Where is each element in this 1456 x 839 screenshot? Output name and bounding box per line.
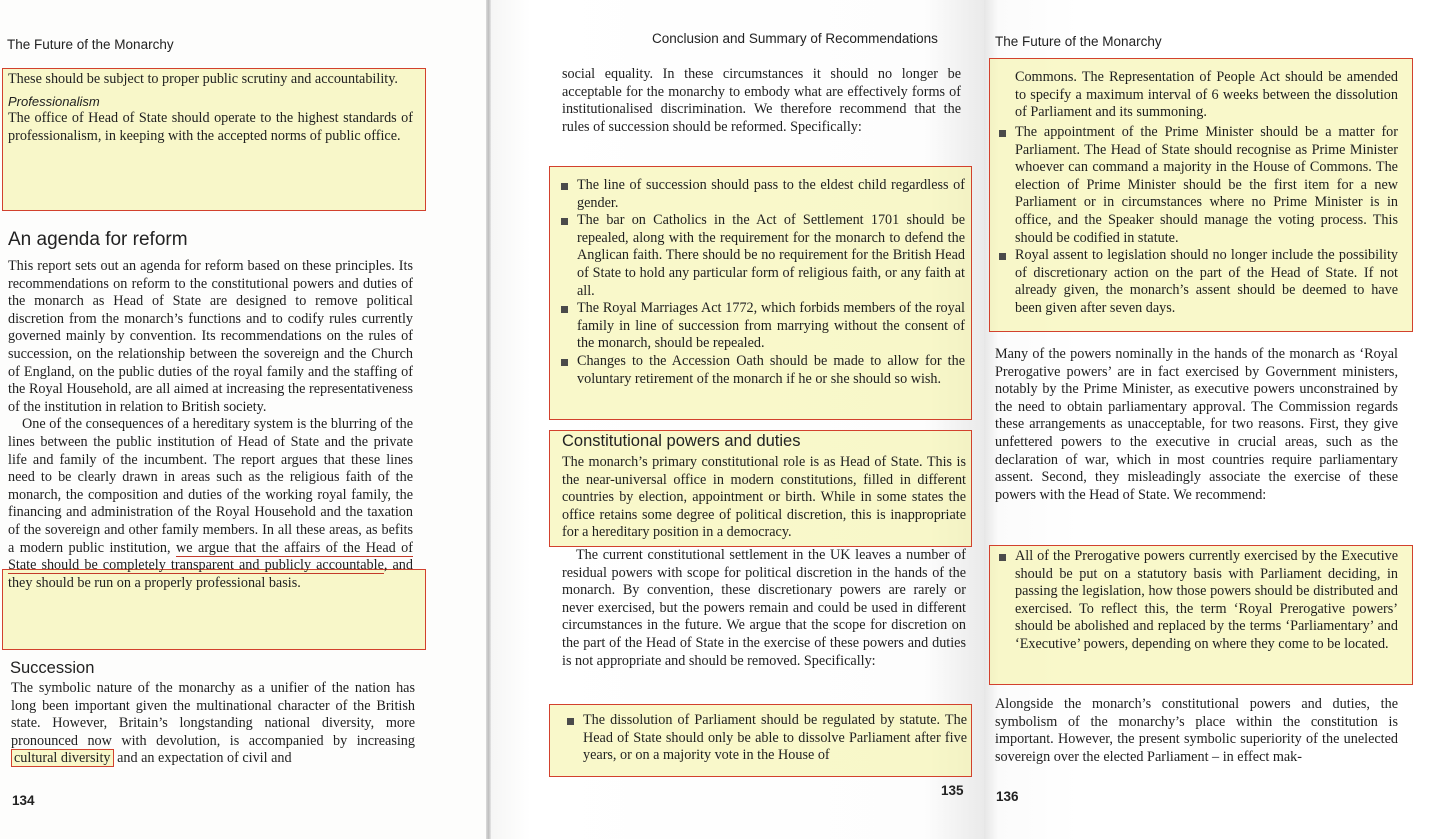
list-item: The bar on Catholics in the Act of Settlement 1701 should be repealed, along with the requirement for the monarch to defend the Anglican faith. There should be no requirement for the British Head of State to hold any particular form of religious faith, or any faith at all.	[557, 212, 965, 300]
professionalism-subheading: Professionalism	[8, 93, 100, 109]
list-item: The dissolution of Parliament should be regulated by statute. The Head of State should only be able to dissolve Parliament after five years, or on a majority vote in the House of	[563, 712, 967, 765]
running-header: Conclusion and Summary of Recommendations	[652, 31, 938, 46]
agenda-text-block	[8, 258, 413, 592]
current-settlement-paragraph: The current constitutional settlement in the UK leaves a number of residual powers with scope for political discretion in the hands of the monarch. By convention, these discretionary powers are rarely or never exercised, but the powers remain and could be used in different circumstances in the future. We argue that the scope for discretion on the part of the Head of State in the exercise of these powers and duties is not appropriate and should be removed. Specifically:	[562, 547, 966, 669]
list-item: The line of succession should pass to the eldest child regardless of gender.	[557, 177, 965, 212]
agenda-paragraph-2	[8, 416, 413, 592]
professionalism-paragraph: The office of Head of State should operate to the highest standards of professionalism, in keeping with the accepted norms of public office.	[8, 110, 413, 144]
right-page	[984, 0, 1456, 839]
running-header: The Future of the Monarchy	[995, 34, 1162, 49]
list-item: All of the Prerogative powers currently exercised by the Executive should be put on a statutory basis with Parliament deciding, in passing the legislation, how those powers should be distributed and exercised. To reflect this, the term ‘Royal Prerogative powers’ should be abolished and replaced by the terms ‘Parliamentary’ and ‘Executive’ powers, depending on where they come to be located.	[995, 548, 1398, 654]
agenda-paragraph-1: This report sets out an agenda for reform based on these principles. Its recommendations on reform to the constitutional powers and duties of the monarch as Head of State are designed to remove political discretion from the monarch’s functions and to codify rules currently governed mainly by convention. Its recommendations on the rules of succession, on the relationship between the sovereign and the Church of England, on the public duties of the royal family and the staffing of the Royal Household, are all aimed at increasing the representativeness of the institution in relation to British society.	[8, 258, 413, 415]
prerogative-paragraph: Many of the powers nominally in the hands of the monarch as ‘Royal Prerogative powers’ are in fact exercised by Government ministers, notably by the Prime Minister, as executive powers unconstrained by the need to obtain parliamentary approval. The Commission regards these arrangements as unacceptable, for two reasons. First, they give unfettered powers to the executive in crucial areas, such as the declaration of war, which in most countries require parliamentary assent. Second, they misleadingly associate the exercise of these powers with the Head of State. We recommend:	[995, 346, 1398, 503]
succession-heading: Succession	[10, 659, 95, 677]
continuation-paragraph: Commons. The Representation of People Act should be amended to specify a maximum interval of 6 weeks between the dissolution of Parliament and its summoning.	[1015, 69, 1398, 121]
boxed-phrase: cultural diversity	[11, 749, 114, 767]
powers-recommendations	[995, 124, 1398, 318]
list-item: The appointment of the Prime Minister should be a matter for Parliament. The Head of State should recognise as Prime Minister whoever can command a majority in the House of Commons. The election of Prime Minister should be the first item for a new Parliament or in circumstances where no Prime Minister is in office, and the Speaker should manage the voting process. This should be codified in statute.	[995, 124, 1398, 247]
middle-page	[491, 0, 984, 839]
succession-recommendations	[557, 177, 965, 388]
succession-text-end: and an expectation of civil and	[113, 750, 292, 767]
highlighted-text-end: , and they should be run on a properly professional basis.	[8, 557, 413, 591]
left-page	[0, 0, 488, 839]
constitutional-heading: Constitutional powers and duties	[562, 432, 801, 450]
prerogative-recommendation	[995, 548, 1398, 654]
underlined-text: we argue that the affairs of the Head of State should be completely transparent and publicly accountable	[8, 539, 413, 574]
constitutional-paragraph: The monarch’s primary constitutional role is as Head of State. This is the near-universal office in modern constitutions, filled in different countries by election, appointment or birth. While in some states the office retains some degree of political discretion, this is inappropriate for a hereditary position in a democracy.	[562, 454, 966, 541]
intro-paragraph: social equality. In these circumstances it should no longer be acceptable for the monarchy to embody what are effectively forms of institutionalised discrimination. We therefore recommend that the rules of succession should be reformed. Specifically:	[562, 66, 961, 135]
succession-text-block	[11, 680, 415, 768]
page-number: 134	[12, 793, 35, 808]
highlighted-text: family members. In all these areas, as befits a modern public institution,	[8, 521, 414, 556]
page-number: 135	[941, 783, 964, 798]
agenda-heading: An agenda for reform	[8, 229, 188, 250]
agenda-paragraph-2-text: One of the consequences of a hereditary system is the blurring of the lines between the public institution of Head of State and the private life and family of the incumbent. The report argues that these lines need to be clearly drawn in areas such as the religious faith of the monarch, the composition and duties of the working royal family, the financing and administration of the Royal Household and the taxation of the sovereign and other	[8, 416, 413, 538]
list-item: The Royal Marriages Act 1772, which forbids members of the royal family in line of succession from marrying without the consent of the monarch, should be repealed.	[557, 300, 965, 353]
highlighted-text-block	[8, 71, 413, 145]
dissolution-recommendation	[563, 712, 967, 765]
closing-paragraph: Alongside the monarch’s constitutional powers and duties, the symbolism of the monarchy’s place within the constitution is important. However, the present symbolic superiority of the unelected sovereign over the elected Parliament – in effect mak-	[995, 696, 1398, 765]
succession-text: The symbolic nature of the monarchy as a unifier of the nation has long been important given the multinational character of the British state. However, Britain’s longstanding national diversity, more pronounced now with devolution, is accompanied by increasing	[11, 680, 415, 749]
list-item: Royal assent to legislation should no longer include the possibility of discretionary action on the part of the Head of State. If not already given, the monarch’s assent should be deemed to have been given after seven days.	[995, 247, 1398, 317]
page-number: 136	[996, 789, 1019, 804]
running-header: The Future of the Monarchy	[7, 37, 174, 52]
scrutiny-paragraph: These should be subject to proper public scrutiny and accountability.	[8, 71, 398, 87]
list-item: Changes to the Accession Oath should be made to allow for the voluntary retirement of the monarch if he or she should so wish.	[557, 353, 965, 388]
succession-paragraph	[11, 680, 415, 768]
